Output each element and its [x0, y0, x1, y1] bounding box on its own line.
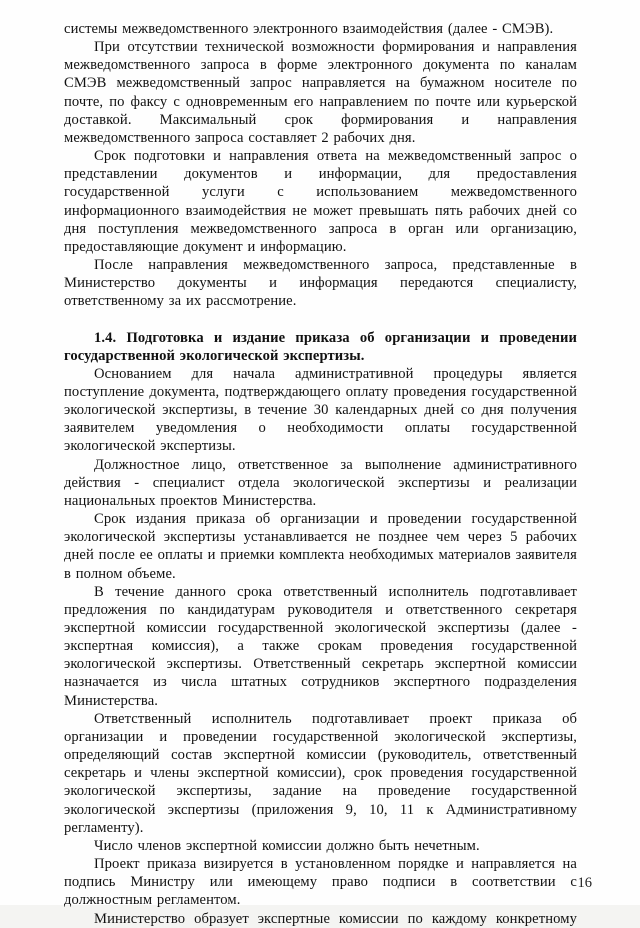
paragraph: В течение данного срока ответственный исполнитель подготавливает предложения по кандидатурам руководителя и ответственного секретаря экспертной комиссии государственной экологической экспертизы (далее - экспертная комиссия), а также срокам проведения государственной экологической экспертизы. Ответственный секретарь экспертной комиссии назначается из числа штатных сотрудников экспертного подразделения Министерства. — [64, 583, 577, 709]
document-body — [64, 20, 577, 928]
paragraph: Основанием для начала административной процедуры является поступление документа, подтверждающего оплату проведения государственной экологической экспертизы, в течение 30 календарных дней со дня получения заявителем уведомления о необходимости оплаты государственной экологической экспертизы. — [64, 365, 577, 455]
paragraph-cutoff: Министерство образует экспертные комиссии по каждому конкретному — [94, 910, 577, 927]
section-heading: 1.4. Подготовка и издание приказа об организации и проведении государственной экологической экспертизы. — [64, 329, 577, 364]
paragraph: Проект приказа визируется в установленном порядке и направляется на подпись Министру или имеющему право подписи в соответствии с должностным регламентом. — [64, 856, 577, 909]
paragraph: Должностное лицо, ответственное за выполнение административного действия - специалист отдела экологической экспертизы и реализации национальных проектов Министерства. — [64, 456, 577, 509]
paragraph: После направления межведомственного запроса, представленные в Министерство документы и информация передаются специалисту, ответственному за их рассмотрение. — [64, 257, 577, 310]
paragraph: При отсутствии технической возможности формирования и направления межведомственного запроса в форме электронного документа по каналам СМЭВ межведомственный запрос направляется на бумажном носителе по почте, по факсу с одновременным его направлением по почте или курьерской доставкой. Максимальный срок формирования и направления межведомственного запроса составляет 2 рабочих дня. — [64, 39, 577, 146]
page-number: 16 — [577, 875, 592, 891]
paragraph: Срок издания приказа об организации и проведении государственной экологической экспертизы устанавливается не позднее чем через 5 рабочих дней после ее оплаты и приемки комплекта необходимых материалов заявителя в полном объеме. — [64, 511, 577, 582]
paragraph: Срок подготовки и направления ответа на межведомственный запрос о представлении документов и информации, для предоставления государственной услуги с использованием межведомственного информационного взаимодействия не может превышать пять рабочих дней со дня поступления межведомственного запроса в орган или организацию, предоставляющие документ и информацию. — [64, 148, 577, 255]
paragraph: Число членов экспертной комиссии должно быть нечетным. — [94, 837, 480, 854]
paragraph-continuation: системы межведомственного электронного взаимодействия (далее - СМЭВ). — [64, 21, 554, 37]
paragraph: Ответственный исполнитель подготавливает проект приказа об организации и проведении государственной экологической экспертизы, определяющий состав экспертной комиссии (руководитель, ответственный секретарь и члены экспертной комиссии), срок проведения государственной экологической экспертизы, задание на проведение государственной экологической экспертизы (приложения 9, 10, 11 к Административному регламенту). — [64, 710, 577, 836]
